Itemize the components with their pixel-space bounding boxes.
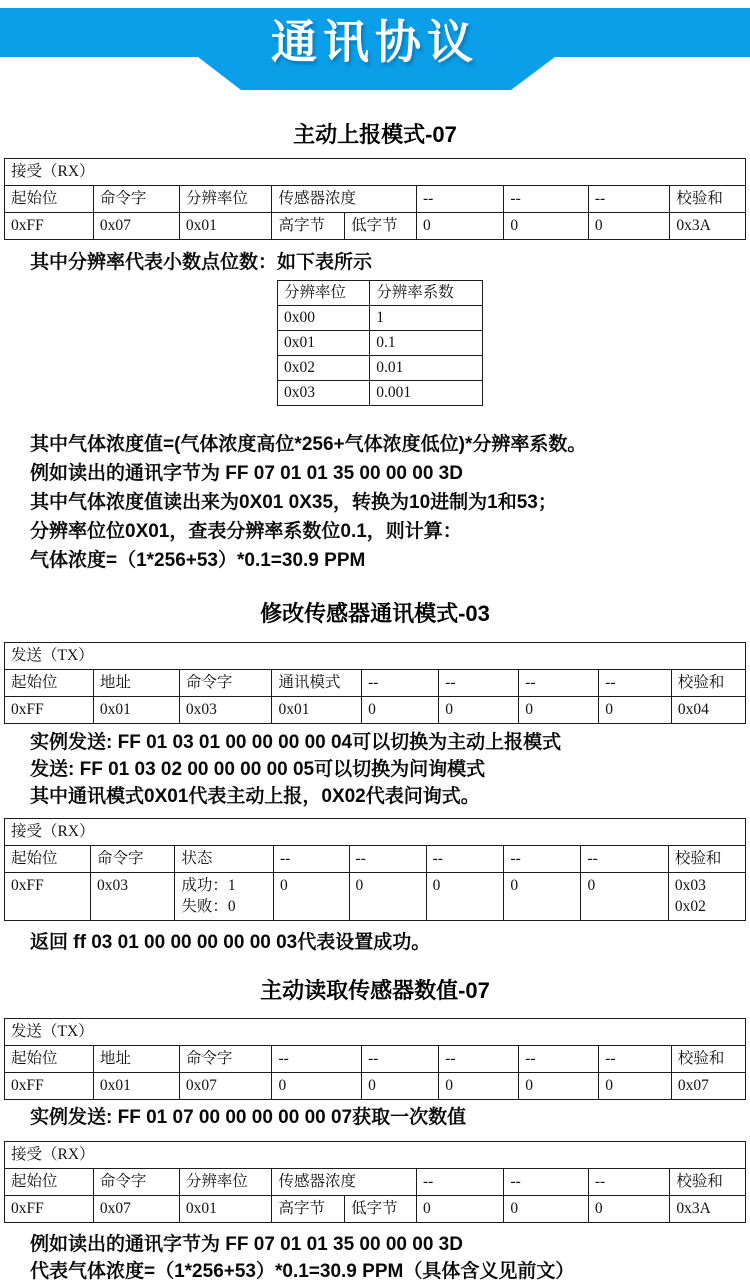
table-cell: 0x03 0x02: [668, 873, 745, 921]
table-cell: --: [272, 1046, 362, 1073]
table-cell: 0: [273, 873, 349, 921]
table-cell: 起始位: [5, 846, 91, 873]
table-cell: 0xFF: [5, 1073, 94, 1100]
table-cell: 0x3A: [670, 1196, 746, 1223]
table-cell: 0: [599, 697, 672, 724]
table-row: [5, 1019, 746, 1046]
table-cell: 0xFF: [5, 873, 91, 921]
table-cell: 接受（RX）: [5, 1142, 746, 1169]
modify-return-lines: [30, 929, 750, 956]
paragraph-line: 分辨率位位0X01，查表分辨率系数位0.1，则计算：: [30, 521, 462, 542]
table-cell: 0x01: [278, 331, 370, 356]
table-row: [5, 1073, 746, 1100]
table-cell: 0x07: [179, 1073, 272, 1100]
table-cell: --: [416, 186, 503, 213]
table-cell: 命令字: [93, 186, 179, 213]
resolution-table: [277, 280, 483, 406]
table-cell: --: [588, 186, 670, 213]
table-cell: --: [504, 1169, 588, 1196]
read-rx-table: [4, 1141, 746, 1223]
table-cell: 0x01: [179, 213, 272, 240]
table-cell: 0: [581, 873, 668, 921]
table-cell: 高字节: [272, 213, 345, 240]
read-send-lines: [30, 1104, 750, 1131]
section-title-read-value: 主动读取传感器数值-07: [260, 978, 490, 1003]
table-cell: 0x03: [278, 381, 370, 406]
concentration-explain-paragraph: [30, 430, 750, 575]
table-row: [278, 331, 483, 356]
table-cell: --: [439, 1046, 519, 1073]
table-cell: 0xFF: [5, 213, 94, 240]
table-cell: 0: [588, 213, 670, 240]
table-cell: 传感器浓度: [272, 1169, 416, 1196]
table-cell: 0x07: [671, 1073, 745, 1100]
table-cell: 成功：1 失败：0: [175, 873, 274, 921]
read-tx-table: [4, 1018, 746, 1100]
table-cell: 0x01: [93, 697, 179, 724]
table-cell: 校验和: [668, 846, 745, 873]
table-cell: 接受（RX）: [5, 159, 746, 186]
table-row: [5, 1142, 746, 1169]
table-cell: 0: [519, 697, 599, 724]
protocol-table: [4, 1141, 746, 1223]
table-cell: 0: [439, 697, 519, 724]
table-cell: --: [504, 846, 581, 873]
table-cell: 0: [362, 697, 439, 724]
table-cell: --: [362, 1046, 439, 1073]
table-cell: 起始位: [5, 1046, 94, 1073]
table-row: [5, 1196, 746, 1223]
table-cell: 状态: [175, 846, 274, 873]
table-row: [5, 1046, 746, 1073]
table-cell: 低字节: [345, 1196, 417, 1223]
table-cell: 校验和: [670, 1169, 746, 1196]
table-cell: 0xFF: [5, 1196, 94, 1223]
paragraph-line: 气体浓度=（1*256+53）*0.1=30.9 PPM: [30, 550, 366, 571]
table-cell: 起始位: [5, 1169, 94, 1196]
protocol-table: [4, 1018, 746, 1100]
table-cell: 起始位: [5, 670, 94, 697]
table-cell: 0x3A: [670, 213, 746, 240]
table-cell: 接受（RX）: [5, 819, 746, 846]
table-row: [5, 159, 746, 186]
table-cell: 0: [426, 873, 504, 921]
table-cell: 分辨率位: [278, 281, 370, 306]
table-row: [5, 186, 746, 213]
final-line: 代表气体浓度=（1*256+53）*0.1=30.9 PPM（具体含义见前文）: [30, 1261, 575, 1282]
table-cell: 0x07: [93, 1196, 179, 1223]
table-cell: 0: [599, 1073, 672, 1100]
paragraph-line: 例如读出的通讯字节为 FF 07 01 01 35 00 00 00 3D: [30, 463, 463, 484]
example-line: 实例发送: FF 01 03 01 00 00 00 00 04可以切换为主动上报模式: [30, 732, 562, 753]
table-cell: 0: [519, 1073, 599, 1100]
table-cell: 命令字: [93, 1169, 179, 1196]
table-cell: 地址: [93, 670, 179, 697]
table-cell: 低字节: [345, 213, 417, 240]
table-cell: 0: [504, 873, 581, 921]
table-cell: 传感器浓度: [272, 186, 416, 213]
table-cell: 地址: [93, 1046, 179, 1073]
table-row: [278, 356, 483, 381]
table-cell: 0x01: [179, 1196, 272, 1223]
send-line: 实例发送: FF 01 07 00 00 00 00 00 07获取一次数值: [30, 1107, 467, 1128]
table-cell: --: [416, 1169, 503, 1196]
table-cell: 命令字: [179, 670, 272, 697]
table-cell: --: [362, 670, 439, 697]
banner: [0, 0, 750, 90]
example-line: 其中通讯模式0X01代表主动上报，0X02代表问询式。: [30, 786, 480, 807]
table-cell: --: [504, 186, 588, 213]
protocol-table: [277, 280, 483, 406]
table-cell: 0x04: [671, 697, 745, 724]
table-row: [278, 281, 483, 306]
table-row: [5, 213, 746, 240]
protocol-table: [4, 158, 746, 240]
table-cell: 发送（TX）: [5, 1019, 746, 1046]
table-cell: --: [519, 670, 599, 697]
table-cell: --: [439, 670, 519, 697]
table-row: [278, 381, 483, 406]
section-title-report-mode: 主动上报模式-07: [293, 122, 457, 147]
table-cell: 起始位: [5, 186, 94, 213]
table-cell: 0x03: [90, 873, 174, 921]
return-line: 返回 ff 03 01 00 00 00 00 00 03代表设置成功。: [30, 932, 431, 953]
table-row: [5, 873, 746, 921]
table-row: [5, 670, 746, 697]
modify-example-lines: [30, 729, 750, 810]
table-cell: --: [599, 670, 672, 697]
table-cell: 发送（TX）: [5, 643, 746, 670]
table-cell: --: [581, 846, 668, 873]
table-cell: 0x02: [278, 356, 370, 381]
table-cell: --: [519, 1046, 599, 1073]
table-cell: 0.1: [370, 331, 483, 356]
table-cell: 0: [588, 1196, 670, 1223]
table-cell: 1: [370, 306, 483, 331]
table-cell: 高字节: [272, 1196, 345, 1223]
table-cell: --: [599, 1046, 672, 1073]
table-cell: 0x01: [272, 697, 362, 724]
table-cell: 0.01: [370, 356, 483, 381]
table-cell: 0: [362, 1073, 439, 1100]
table-cell: 0x01: [93, 1073, 179, 1100]
table-row: [5, 697, 746, 724]
table-cell: 0: [416, 1196, 503, 1223]
table-cell: --: [426, 846, 504, 873]
protocol-table: [4, 818, 746, 921]
read-final-lines: [30, 1231, 750, 1285]
example-line: 发送: FF 01 03 02 00 00 00 00 05可以切换为问询模式: [30, 759, 486, 780]
table-cell: 0x00: [278, 306, 370, 331]
resolution-note: 其中分辨率代表小数点位数：如下表所示: [30, 252, 373, 273]
table-cell: 校验和: [671, 1046, 745, 1073]
table-cell: --: [273, 846, 349, 873]
modify-tx-table: [4, 642, 746, 724]
modify-rx-table: [4, 818, 746, 921]
table-cell: --: [349, 846, 426, 873]
table-cell: 0: [504, 1196, 588, 1223]
table-cell: 分辨率位: [179, 1169, 272, 1196]
table-cell: 通讯模式: [272, 670, 362, 697]
table-cell: 0: [439, 1073, 519, 1100]
page-title: 通讯协议: [271, 16, 479, 68]
protocol-table: [4, 642, 746, 724]
paragraph-line: 其中气体浓度值读出来为0X01 0X35，转换为10进制为1和53；: [30, 492, 557, 513]
table-cell: 命令字: [90, 846, 174, 873]
report-rx-table: [4, 158, 746, 240]
section-title-modify-mode: 修改传感器通讯模式-03: [260, 601, 490, 626]
table-cell: 分辨率系数: [370, 281, 483, 306]
table-row: [5, 1169, 746, 1196]
table-cell: 校验和: [671, 670, 745, 697]
table-row: [5, 846, 746, 873]
table-cell: 0: [349, 873, 426, 921]
table-cell: 0: [272, 1073, 362, 1100]
table-cell: 0xFF: [5, 697, 94, 724]
table-cell: 0x03: [179, 697, 272, 724]
table-cell: --: [588, 1169, 670, 1196]
table-cell: 0x07: [93, 213, 179, 240]
table-cell: 0: [416, 213, 503, 240]
table-row: [278, 306, 483, 331]
table-row: [5, 819, 746, 846]
final-line: 例如读出的通讯字节为 FF 07 01 01 35 00 00 00 3D: [30, 1234, 463, 1255]
table-cell: 0: [504, 213, 588, 240]
table-cell: 校验和: [670, 186, 746, 213]
table-cell: 分辨率位: [179, 186, 272, 213]
paragraph-line: 其中气体浓度值=(气体浓度高位*256+气体浓度低位)*分辨率系数。: [30, 434, 587, 455]
table-cell: 命令字: [179, 1046, 272, 1073]
table-cell: 0.001: [370, 381, 483, 406]
table-row: [5, 643, 746, 670]
